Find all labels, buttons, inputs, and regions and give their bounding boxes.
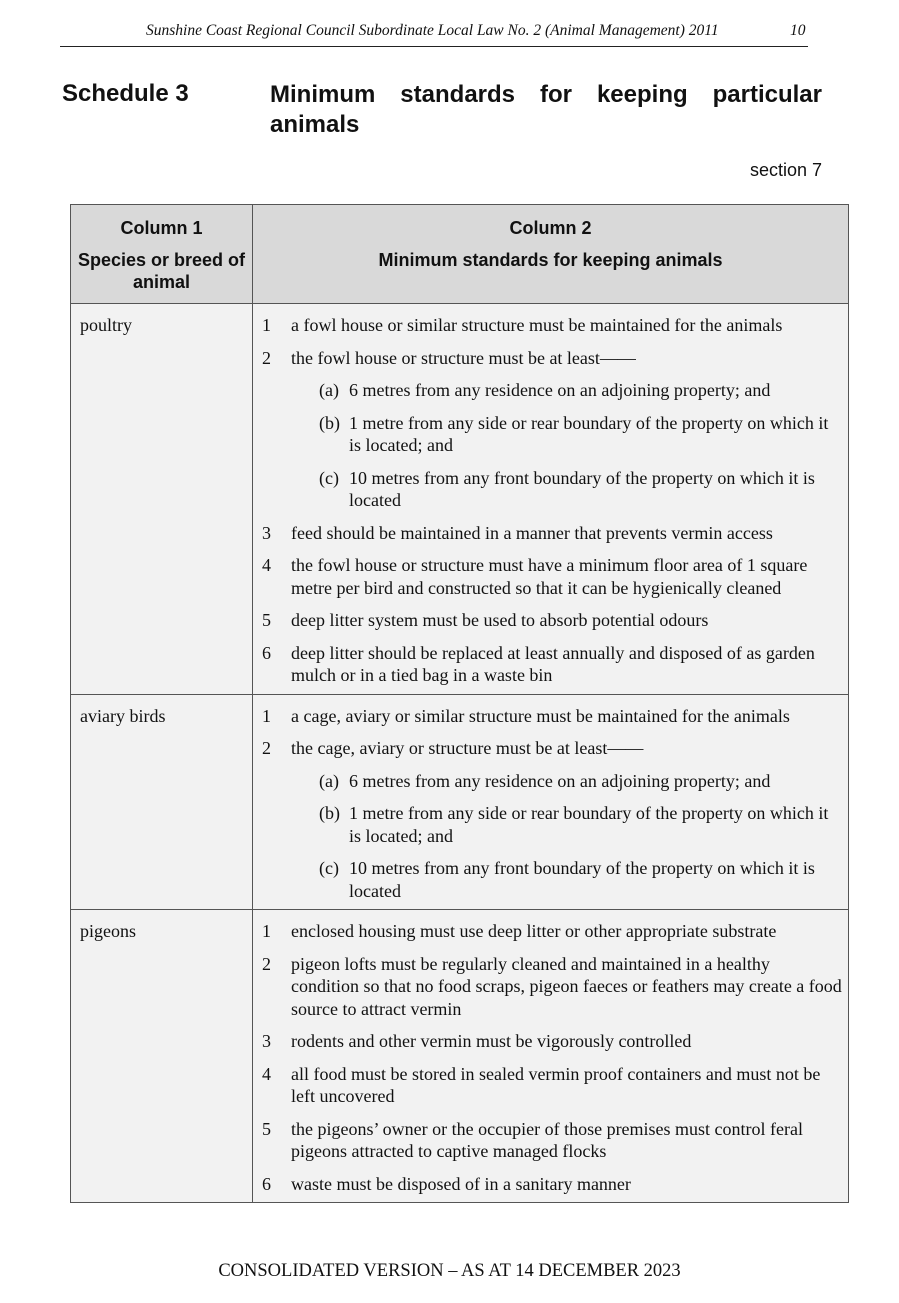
item-number: 5 xyxy=(262,1118,271,1139)
item-number: 1 xyxy=(262,705,271,726)
item-number: 1 xyxy=(262,315,271,335)
item-text: the fowl house or structure must have a minimum floor area of 1 square metre per bird and constructed so that it can be hygienically cleaned xyxy=(291,555,808,598)
item-text: feed should be maintained in a manner that prevents vermin access xyxy=(291,522,773,543)
item-text: all food must be stored in sealed vermin proof containers and must not be left uncovered xyxy=(291,1063,821,1106)
running-head xyxy=(60,16,808,47)
standard-item xyxy=(262,1173,842,1196)
sub-paragraph xyxy=(262,467,842,512)
sub-paragraph-label: (b) xyxy=(319,412,340,433)
item-number: 2 xyxy=(262,347,271,368)
item-text: the pigeons’ owner or the occupier of those premises must control feral pigeons attracted to captive managed flocks xyxy=(291,1118,804,1161)
item-text: enclosed housing must use deep litter or other appropriate substrate xyxy=(291,921,777,941)
standard-item xyxy=(262,347,842,370)
column-1-title: Column 1 xyxy=(120,218,203,238)
standard-item xyxy=(262,642,842,687)
sub-paragraph-text: 1 metre from any side or rear boundary of the property on which it is located; and xyxy=(349,803,829,846)
column-2-header xyxy=(253,205,848,303)
item-number: 4 xyxy=(262,555,271,575)
standard-item xyxy=(262,1063,842,1108)
column-1-header xyxy=(71,205,253,303)
sub-paragraph-label: (a) xyxy=(319,770,339,791)
item-text: waste must be disposed of in a sanitary manner xyxy=(291,1173,631,1194)
sub-paragraph xyxy=(262,379,842,402)
table-row xyxy=(71,910,848,1202)
item-text: rodents and other vermin must be vigorously controlled xyxy=(291,1031,692,1051)
sub-paragraph-label: (c) xyxy=(319,858,339,878)
sub-paragraph-text: 10 metres from any front boundary of the property on which it is located xyxy=(349,858,815,901)
species-cell: aviary birds xyxy=(71,695,253,910)
standards-cell xyxy=(253,695,848,910)
page-number: 10 xyxy=(790,22,806,39)
item-text: a cage, aviary or similar structure must be maintained for the animals xyxy=(291,705,790,726)
species-cell: pigeons xyxy=(71,910,253,1202)
item-text: deep litter system must be used to absorb potential odours xyxy=(291,610,709,630)
item-number: 5 xyxy=(262,610,271,630)
item-text: deep litter should be replaced at least annually and disposed of as garden mulch or in a tied bag in a waste bin xyxy=(291,642,815,685)
table-body xyxy=(71,304,848,1202)
standard-item xyxy=(262,554,842,599)
standard-item xyxy=(262,522,842,545)
standard-item xyxy=(262,705,842,728)
standard-item xyxy=(262,314,842,337)
standards-table xyxy=(70,204,849,1203)
standard-item xyxy=(262,609,842,632)
schedule-number: Schedule 3 xyxy=(62,80,189,107)
item-number: 4 xyxy=(262,1063,271,1084)
item-text: a fowl house or similar structure must be maintained for the animals xyxy=(291,315,783,335)
sub-paragraph xyxy=(262,802,842,847)
consolidated-version-footer: CONSOLIDATED VERSION – AS AT 14 DECEMBER 2023 xyxy=(218,1261,681,1281)
table-header xyxy=(71,205,848,304)
item-number: 6 xyxy=(262,642,271,663)
sub-paragraph-text: 6 metres from any residence on an adjoining property; and xyxy=(349,770,771,791)
table-row xyxy=(71,695,848,911)
sub-paragraph xyxy=(262,770,842,793)
schedule-title: Minimum standards for keeping particular animals xyxy=(270,81,822,138)
species-cell: poultry xyxy=(71,304,253,694)
item-number: 3 xyxy=(262,1031,271,1051)
sub-paragraph xyxy=(262,412,842,457)
item-number: 6 xyxy=(262,1173,271,1194)
standard-item xyxy=(262,1118,842,1163)
column-2-subtitle: Minimum standards for keeping animals xyxy=(378,250,723,270)
standard-item xyxy=(262,953,842,1021)
standards-cell xyxy=(253,910,848,1202)
item-text: the cage, aviary or structure must be at least—— xyxy=(291,738,644,758)
item-number: 1 xyxy=(262,921,271,941)
sub-paragraph-text: 6 metres from any residence on an adjoining property; and xyxy=(349,380,771,400)
sub-paragraph-label: (b) xyxy=(319,803,340,823)
sub-paragraph-label: (c) xyxy=(319,467,339,488)
sub-paragraph-text: 1 metre from any side or rear boundary of the property on which it is located; and xyxy=(349,412,829,455)
standard-item xyxy=(262,1030,842,1053)
running-head-title: Sunshine Coast Regional Council Subordinate Local Law No. 2 (Animal Management) 2011 xyxy=(146,22,719,39)
standards-cell xyxy=(253,304,848,694)
table-row xyxy=(71,304,848,695)
standard-item xyxy=(262,920,842,943)
item-text: the fowl house or structure must be at least—— xyxy=(291,347,636,368)
item-number: 2 xyxy=(262,953,271,974)
item-number: 2 xyxy=(262,738,271,758)
column-1-subtitle: Species or breed of animal xyxy=(77,250,246,292)
sub-paragraph-label: (a) xyxy=(319,380,339,400)
standard-item xyxy=(262,737,842,760)
column-2-title: Column 2 xyxy=(509,218,592,238)
sub-paragraph xyxy=(262,857,842,902)
item-number: 3 xyxy=(262,522,271,543)
item-text: pigeon lofts must be regularly cleaned and maintained in a healthy condition so that no food scraps, pigeon faeces or feathers may create a food source to attract vermin xyxy=(291,953,842,1019)
sub-paragraph-text: 10 metres from any front boundary of the property on which it is located xyxy=(349,467,815,510)
section-reference: section 7 xyxy=(749,160,822,180)
